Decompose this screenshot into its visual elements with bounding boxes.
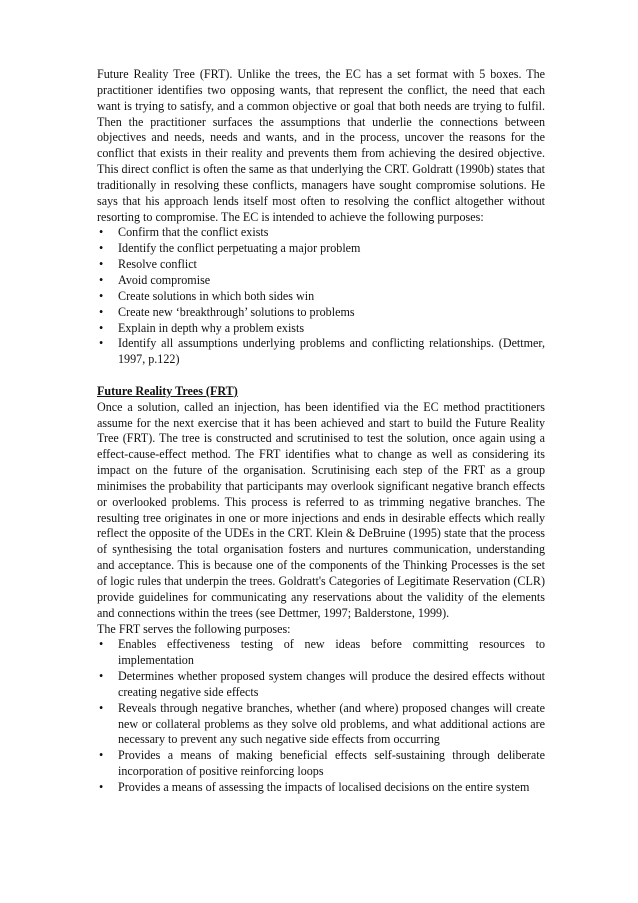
frt-purposes-intro: The FRT serves the following purposes: — [97, 621, 291, 636]
bullet-icon: • — [99, 225, 104, 240]
list-item: • Confirm that the conflict exists — [99, 225, 269, 240]
list-item: • Enables effectiveness testing of new ideas before committing resources to implementation — [99, 637, 545, 668]
bullet-icon: • — [99, 288, 104, 303]
list-item: • Provides a means of assessing the impacts of localised decisions on the entire system — [99, 779, 530, 794]
section-heading: Future Reality Trees (FRT) — [97, 383, 238, 398]
ec-purposes-list — [97, 225, 545, 368]
list-item: • Create new ‘breakthrough’ solutions to problems — [99, 304, 355, 319]
bullet-icon: • — [99, 272, 104, 287]
bullet-icon: • — [99, 637, 104, 652]
list-item: • Explain in depth why a problem exists — [99, 320, 305, 335]
bullet-icon: • — [99, 779, 104, 794]
list-item: • Identify all assumptions underlying problems and conflicting relationships. (Dettmer, 1997, p.122) — [99, 336, 545, 367]
bullet-icon: • — [99, 700, 104, 715]
list-item: • Provides a means of making beneficial effects self-sustaining through deliberate incorporation of positive reinforcing loops — [99, 748, 545, 779]
bullet-icon: • — [99, 304, 104, 319]
bullet-icon: • — [99, 257, 104, 272]
list-item: • Resolve conflict — [99, 257, 197, 272]
frt-purposes-list — [97, 637, 545, 795]
list-item: • Identify the conflict perpetuating a major problem — [99, 241, 361, 256]
bullet-icon: • — [99, 241, 104, 256]
list-item: • Avoid compromise — [99, 272, 211, 287]
list-item: • Reveals through negative branches, whether (and where) proposed changes will create new or collateral problems as they solve old problems, and what additional actions are necessary to prevent any such negative side effects from occurring — [99, 700, 545, 747]
bullet-icon: • — [99, 320, 104, 335]
list-item: • Determines whether proposed system changes will produce the desired effects without creating negative side effects — [99, 669, 545, 699]
list-item: • Create solutions in which both sides win — [99, 288, 315, 303]
bullet-icon: • — [99, 748, 104, 763]
frt-paragraph: Once a solution, called an injection, has been identified via the EC method practitioners assume for the next exercise that it has been achieved and start to build the Future Reality Tree (FRT). The tree is constructed and scrutinised to test the solution, once again using a effect-cause-effect method. The FRT identifies what to change as well as considering its impact on the future of the organisation. Scrutinising each step of the FRT as a group minimises the probability that participants may overlook significant negative branch effects or overlooked problems. This process is referred to as trimming negative branches. The resulting tree originates in one or more injections and ends in desirable effects which really reflect the opposite of the UDEs in the CRT. Klein & DeBruine (1995) state that the process of synthesising the total organisation fosters and nurtures communication, understanding and acceptance. This is because one of the components of the Thinking Processes is the set of logic rules that underpin the trees. Goldratt's Categories of Legitimate Reservation (CLR) provide guidelines for communicating any reservations about the validity of the elements and connections within the trees (see Dettmer, 1997; Balderstone, 1999). — [97, 399, 545, 620]
bullet-icon: • — [99, 336, 104, 351]
intro-paragraph: Future Reality Tree (FRT). Unlike the trees, the EC has a set format with 5 boxes. The practitioner identifies two opposing wants, that represent the conflict, the need that each want is trying to satisfy, and a common objective or goal that both needs are trying to fulfil. Then the practitioner surfaces the assumptions that underlie the connections between objectives and needs, needs and wants, and in the process, uncover the reasons for the conflict that exists in their reality and prevents them from achieving the desired objective. This direct conflict is often the same as that underlying the CRT. Goldratt (1990b) states that traditionally in resolving these conflicts, managers have sought compromise solutions. He says that his approach lends itself most often to resolving the conflict altogether without resorting to compromise. The EC is intended to achieve the following purposes: — [97, 67, 545, 224]
document-page — [97, 67, 545, 796]
bullet-icon: • — [99, 669, 104, 684]
